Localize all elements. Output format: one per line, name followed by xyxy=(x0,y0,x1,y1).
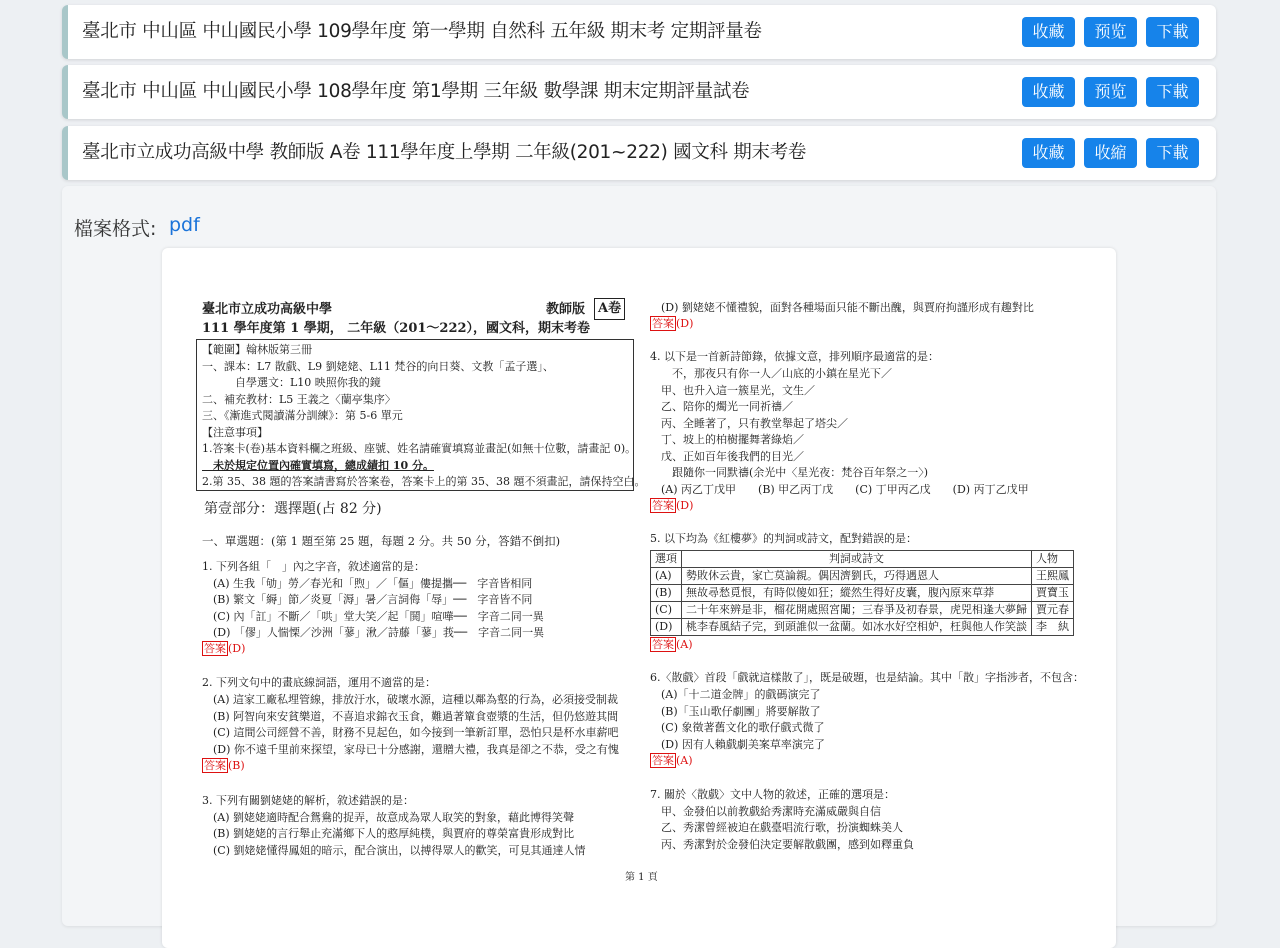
table-cell: 賈元春 xyxy=(1032,602,1074,619)
answer-label: 答案 xyxy=(204,759,226,772)
answer-label: 答案 xyxy=(652,754,674,767)
favorite-button[interactable]: 收藏 xyxy=(1022,17,1075,47)
answer-mark xyxy=(650,754,693,768)
poem-table xyxy=(650,550,1074,636)
option-line: (D) 你不遠千里前來探望，家母已十分感謝，還贈大禮，我真是卻之不恭，受之有愧 xyxy=(202,743,619,756)
poem-line: 跟隨你一同默禱(余光中〈星光夜：梵谷百年祭之一〉) xyxy=(650,466,929,479)
answer-value: (D) xyxy=(228,642,246,655)
answer-mark xyxy=(650,499,693,513)
document-row[interactable] xyxy=(62,65,1216,119)
table-header-row xyxy=(651,551,1074,568)
option-line: (C) 劉姥姥懂得鳳姐的暗示，配合演出，以搏得眾人的歡笑，可見其通達人情 xyxy=(202,844,586,857)
option-line: (D) 「僇」人惴慄／沙洲「蓼」湫／詩藤「蓼」莪── 字音二同一異 xyxy=(202,626,545,639)
poem-line: 甲、也升入這一簇星光，文生／ xyxy=(650,384,815,397)
question-line: 2. 下列文句中的畫底線詞語，運用不適當的是： xyxy=(202,676,436,689)
notice-heading: 【注意事項】 xyxy=(202,426,268,439)
statement-line: 丙、秀潔對於金發伯決定要解散戲團，感到如釋重負 xyxy=(650,838,914,851)
option-line: (C) 這間公司經營不善，財務不見起色，如今接到一筆新訂單，恐怕只是杯水車薪吧 xyxy=(202,726,619,739)
table-header: 人物 xyxy=(1032,551,1074,568)
answer-mark xyxy=(202,759,245,773)
favorite-button[interactable]: 收藏 xyxy=(1022,138,1075,168)
option-line: (A) 生我「劬」勞／春光和「煦」／「傴」僂提攜── 字音皆相同 xyxy=(202,577,533,590)
answer-value: (A) xyxy=(676,638,693,651)
favorite-button[interactable]: 收藏 xyxy=(1022,77,1075,107)
table-row xyxy=(651,602,1074,619)
download-button[interactable]: 下載 xyxy=(1146,17,1199,47)
table-cell: 無故尋愁覓恨，有時似傻如狂；縱然生得好皮囊，腹內原來草莽 xyxy=(682,585,1032,602)
download-button[interactable]: 下載 xyxy=(1146,77,1199,107)
table-header: 選項 xyxy=(651,551,682,568)
version-box: A卷 xyxy=(594,298,625,320)
preview-button[interactable]: 预览 xyxy=(1084,17,1137,47)
option-line: (B) 劉姥姥的言行舉止充滿鄉下人的憨厚純樸，與賈府的尊榮富貴形成對比 xyxy=(202,827,575,840)
collapse-button[interactable]: 收縮 xyxy=(1084,138,1137,168)
answer-label: 答案 xyxy=(652,638,674,651)
answer-value: (A) xyxy=(676,754,693,767)
document-title[interactable]: 臺北市 中山區 中山國民小學 108學年度 第1學期 三年級 數學課 期末定期評量試卷 xyxy=(82,81,750,102)
preview-panel xyxy=(62,186,1216,926)
answer-label: 答案 xyxy=(204,642,226,655)
table-header: 判詞或詩文 xyxy=(682,551,1032,568)
table-cell: (C) xyxy=(651,602,682,619)
document-row[interactable] xyxy=(62,5,1216,59)
option-line: (B) 繁文「縟」節／炎夏「溽」暑／言詞侮「辱」── 字音皆不同 xyxy=(202,593,533,606)
notice-line: 未於規定位置內確實填寫，總成績扣 10 分。 xyxy=(202,459,434,472)
section-title: 一、單選題：(第 1 題至第 25 題，每題 2 分。共 50 分，答錯不倒扣) xyxy=(202,534,561,548)
answer-value: (D) xyxy=(676,499,694,512)
poem-line: 戊、正如百年後我們的目光／ xyxy=(650,450,804,463)
option-line: (B) 阿智向來安貧樂道，不喜追求錦衣玉食，難過著簞食壺漿的生活，但仍悠遊其間 xyxy=(202,710,619,723)
question-line: 7. 關於〈散戲〉文中人物的敘述，正確的選項是： xyxy=(650,788,895,801)
notice-line: 2.第 35、38 題的答案請書寫於答案卷，答案卡上的第 35、38 題不須畫記，請保持空白。 xyxy=(202,475,646,488)
table-cell: 王熙鳳 xyxy=(1032,568,1074,585)
document-row[interactable] xyxy=(62,126,1216,180)
scope-line: 二、補充教材：L5 王義之〈蘭亭集序〉 xyxy=(202,393,396,406)
preview-button[interactable]: 预览 xyxy=(1084,77,1137,107)
option-line: (A) 劉姥姥適時配合鴛鴦的捉弄，故意成為眾人取笑的對象，藉此博得笑聲 xyxy=(202,811,575,824)
answer-label: 答案 xyxy=(652,499,674,512)
question-line: 5. 以下均為《紅樓夢》的判詞或詩文，配對錯誤的是： xyxy=(650,532,917,545)
option-line: (C) 象徵著舊文化的歌仔戲式微了 xyxy=(650,721,825,734)
question-line: 3. 下列有關劉姥姥的解析，敘述錯誤的是： xyxy=(202,794,414,807)
table-cell: (B) xyxy=(651,585,682,602)
scope-line: 【範圍】翰林版第三冊 xyxy=(202,343,312,356)
option-line: (A) 丙乙丁戊甲 (B) 甲乙丙丁戊 (C) 丁甲丙乙戊 (D) 丙丁乙戊甲 xyxy=(650,483,1029,496)
notice-line: 1.答案卡(卷)基本資料欄之班級、座號、姓名請確實填寫並畫記(如無十位數，請畫記 0)。 xyxy=(202,442,637,455)
scope-line: 自學選文：L10 映照你我的鏡 xyxy=(202,376,381,389)
table-cell: 勢敗休云貴，家亡莫論親。偶因濟劉氏，巧得遇恩人 xyxy=(682,568,1032,585)
question-line: 4. 以下是一首新詩節錄，依據文意，排列順序最適當的是： xyxy=(650,350,939,363)
table-cell: 二十年來辨是非，榴花開處照宮闈；三春爭及初春景，虎兕相逢大夢歸 xyxy=(682,602,1032,619)
question-line: 6.〈散戲〉首段「戲就這樣散了」，既是破題，也是結論。其中「散」字指涉者，不包含： xyxy=(650,671,1084,684)
statement-line: 乙、秀潔曾經被迫在戲臺唱流行歌，扮演蜘蛛美人 xyxy=(650,821,903,834)
table-row xyxy=(651,568,1074,585)
page-number: 第 1 頁 xyxy=(625,872,658,883)
table-cell: (A) xyxy=(651,568,682,585)
version-label: 教師版 xyxy=(546,302,586,317)
answer-label: 答案 xyxy=(652,317,674,330)
answer-mark xyxy=(650,317,693,331)
table-cell: 李 紈 xyxy=(1032,619,1074,636)
statement-line: 甲、金發伯以前教戲給秀潔時充滿威嚴與自信 xyxy=(650,805,881,818)
option-line: (A) 這家工廠私埋管線，排放汙水，破壞水源，這種以鄰為壑的行為，必須接受制裁 xyxy=(202,693,619,706)
answer-mark xyxy=(650,638,693,652)
answer-value: (D) xyxy=(676,317,694,330)
poem-line: 不，那夜只有你一人／山底的小鎮在星光下／ xyxy=(650,367,892,380)
answer-mark xyxy=(202,642,245,656)
option-line: (D) 因有人賴戲劇美案草率演完了 xyxy=(650,738,825,751)
poem-line: 丙、全睡著了，只有教堂舉起了塔尖／ xyxy=(650,417,848,430)
question-line: 1. 下列各組「 」內之字音，敘述適當的是： xyxy=(202,560,425,573)
poem-line: 丁、坡上的柏樹擺舞著綠焰／ xyxy=(650,433,804,446)
scope-line: 一、課本：L7 散戲、L9 劉姥姥、L11 梵谷的向日葵、文教「孟子選」、 xyxy=(202,360,554,373)
table-cell: 賈寶玉 xyxy=(1032,585,1074,602)
poem-line: 乙、陪你的燭光一同祈禱／ xyxy=(650,400,793,413)
table-cell: (D) xyxy=(651,619,682,636)
document-title[interactable]: 臺北市立成功高級中學 教師版 A卷 111學年度上學期 二年級(201~222) 國文科 期末考卷 xyxy=(82,142,807,163)
answer-value: (B) xyxy=(228,759,245,772)
table-cell: 桃李春風結子完，到頭誰似一盆蘭。如冰水好空相妒，枉與他人作笑談 xyxy=(682,619,1032,636)
document-title[interactable]: 臺北市 中山區 中山國民小學 109學年度 第一學期 自然科 五年級 期末考 定期評量卷 xyxy=(82,21,762,42)
file-format-label: 檔案格式: xyxy=(74,218,157,240)
option-line: (C) 內「訌」不斷／「哄」堂大笑／起「鬨」喧嘩── 字音二同一異 xyxy=(202,610,544,623)
download-button[interactable]: 下載 xyxy=(1146,138,1199,168)
exam-paper-preview xyxy=(162,248,1116,948)
exam-heading: 111 學年度第 1 學期， 二年級（201～222），國文科，期末考卷 xyxy=(202,321,591,336)
part-title: 第壹部分：選擇題(占 82 分) xyxy=(204,501,382,517)
option-line: (A)「十二道金牌」的戲碼演完了 xyxy=(650,688,821,701)
table-row xyxy=(651,585,1074,602)
scope-line: 三、《漸進式閱讀滿分訓練》：第 5-6 單元 xyxy=(202,409,403,422)
option-line: (B)「玉山歌仔劇團」將要解散了 xyxy=(650,705,821,718)
table-row xyxy=(651,619,1074,636)
file-format-value: pdf xyxy=(169,214,200,236)
school-name: 臺北市立成功高級中學 xyxy=(202,302,333,317)
option-line: (D) 劉姥姥不懂禮貌，面對各種場面只能不斷出醜，與賈府拘謹形成有趣對比 xyxy=(650,301,1034,314)
